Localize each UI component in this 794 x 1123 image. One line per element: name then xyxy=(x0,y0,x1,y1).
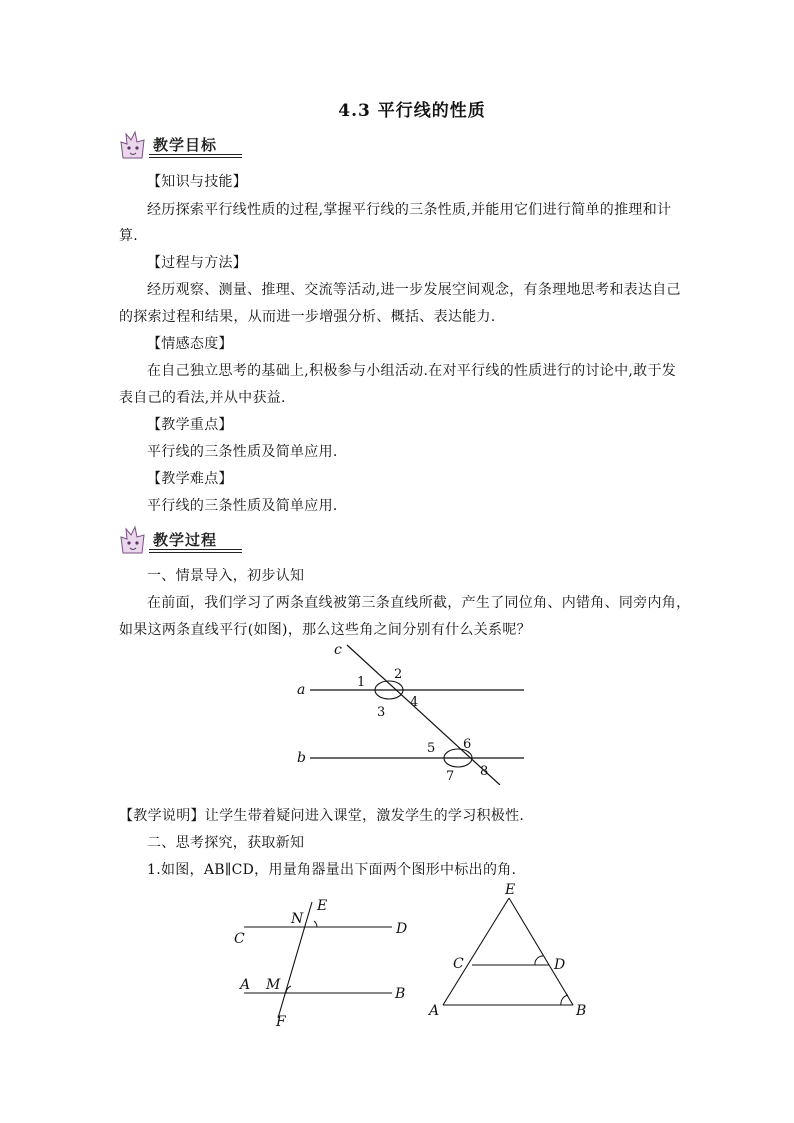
question-1: 1.如图，AB∥CD，用量角器量出下面两个图形中标出的角. xyxy=(147,862,517,878)
paragraph: 平行线的三条性质及简单应用. xyxy=(147,498,338,514)
section-label-goals: 教学目标 xyxy=(153,136,218,154)
label-E: E xyxy=(317,898,328,914)
side-eb xyxy=(509,898,573,1005)
angle-arc xyxy=(561,995,568,1005)
section-label-process: 教学过程 xyxy=(153,531,218,549)
label-D: D xyxy=(554,957,566,973)
angle-2: 2 xyxy=(394,667,403,682)
divider xyxy=(149,157,242,158)
triangle-figure xyxy=(425,880,595,1025)
label-B: B xyxy=(576,1003,587,1019)
divider xyxy=(149,154,242,155)
fox-mascot-icon xyxy=(117,523,149,557)
paragraph: 在自己独立思考的基础上,积极参与小组活动.在对平行线的性质进行的讨论中,敢于发 xyxy=(147,363,677,379)
paragraph: 算. xyxy=(119,228,139,244)
angle-arc xyxy=(314,921,317,927)
label-N: N xyxy=(291,911,304,927)
label-C: C xyxy=(453,956,464,972)
angle-arc xyxy=(535,956,543,965)
label-E: E xyxy=(505,882,516,898)
label-a: a xyxy=(297,682,306,698)
angle-7: 7 xyxy=(446,769,455,784)
fox-mascot-icon xyxy=(117,128,149,162)
paragraph: 平行线的三条性质及简单应用. xyxy=(147,444,338,460)
angle-8: 8 xyxy=(480,764,489,779)
divider xyxy=(149,549,242,550)
angle-3: 3 xyxy=(377,705,386,720)
heading-knowledge: 【知识与技能】 xyxy=(147,174,248,190)
label-b: b xyxy=(297,750,306,766)
angle-1: 1 xyxy=(357,675,366,690)
angle-4: 4 xyxy=(410,695,419,710)
heading-attitude: 【情感态度】 xyxy=(147,336,233,352)
label-C: C xyxy=(234,931,245,947)
label-c: c xyxy=(334,642,342,658)
label-A: A xyxy=(429,1003,440,1019)
heading-process-method: 【过程与方法】 xyxy=(147,255,248,271)
line-c xyxy=(347,645,500,785)
section-banner-goals xyxy=(117,128,242,162)
subsection-title: 一、情景导入，初步认知 xyxy=(147,568,305,584)
paragraph: 经历观察、测量、推理、交流等活动,进一步发展空间观念，有条理地思考和表达自己 xyxy=(147,282,681,298)
paragraph: 表自己的看法,并从中获益. xyxy=(119,390,286,406)
heading-difficulties: 【教学难点】 xyxy=(147,471,233,487)
label-A: A xyxy=(240,977,251,993)
divider xyxy=(149,552,242,553)
parallel-lines-figure xyxy=(290,640,540,785)
paragraph: 如果这两条直线平行(如图)，那么这些角之间分别有什么关系呢？ xyxy=(119,622,531,638)
transversal-figure xyxy=(230,890,420,1030)
page-title: 4.3 平行线的性质 xyxy=(338,101,486,121)
paragraph: 经历探索平行线性质的过程,掌握平行线的三条性质,并能用它们进行简单的推理和计 xyxy=(147,202,672,218)
paragraph: 的探索过程和结果，从而进一步增强分析、概括、表达能力. xyxy=(119,309,496,325)
side-ea xyxy=(443,898,509,1005)
subsection-title: 二、思考探究，获取新知 xyxy=(147,835,305,851)
angle-6: 6 xyxy=(463,737,472,752)
label-F: F xyxy=(276,1014,286,1030)
section-banner-process xyxy=(117,523,242,557)
label-M: M xyxy=(266,977,281,993)
paragraph: 在前面，我们学习了两条直线被第三条直线所截，产生了同位角、内错角、同旁内角， xyxy=(147,595,691,611)
teaching-note: 【教学说明】让学生带着疑问进入课堂，激发学生的学习积极性. xyxy=(119,808,525,824)
label-B: B xyxy=(395,986,406,1002)
angle-5: 5 xyxy=(427,741,436,756)
label-D: D xyxy=(396,921,408,937)
heading-key-points: 【教学重点】 xyxy=(147,417,233,433)
